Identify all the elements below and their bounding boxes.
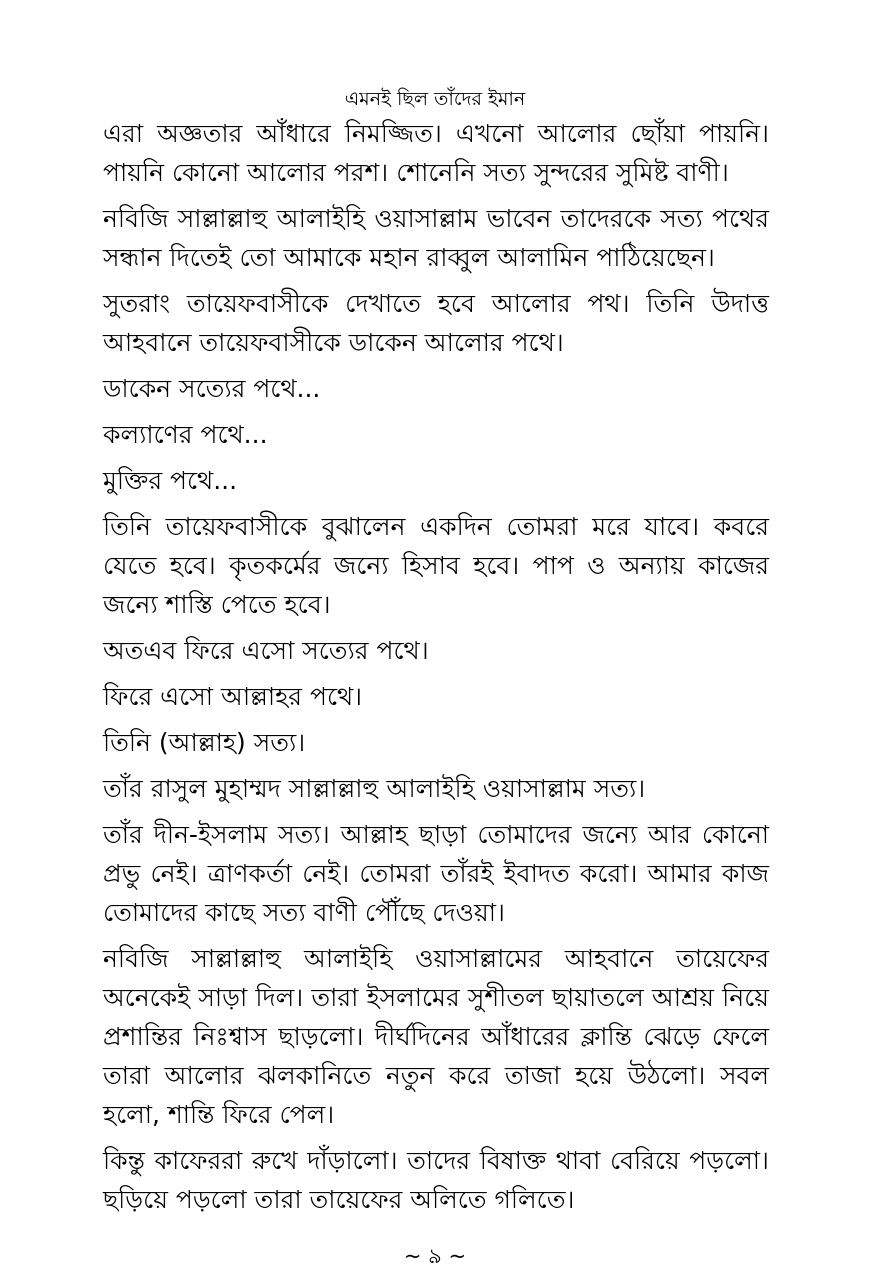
paragraph: কল্যাণের পথে... [103,420,268,449]
paragraph: নবিজি সাল্লাল্লাহু আলাইহি ওয়াসাল্লামের আহবানে তায়েফের অনেকেই সাড়া দিল। তারা ইসলামের সুশীতল ছায়াতলে আশ্রয় নিয়ে প্রশান্তির নিঃশ্বাস ছাড়লো। দীর্ঘদিনের আঁধারের ক্লান্তি ঝেড়ে ফেলে তারা আলোর ঝলকানিতে নতুন করে তাজা হয়ে উঠলো। সবল হলো, শান্তি ফিরে পেল। [103,944,769,1129]
paragraph: অতএব ফিরে এসো সত্যের পথে। [103,636,429,665]
paragraph: মুক্তির পথে... [103,466,238,495]
running-header: এমনই ছিল তাঁদের ইমান [344,88,526,110]
page-number: ~ ৯ ~ [403,1244,467,1268]
paragraph: ফিরে এসো আল্লাহর পথে। [103,682,363,711]
paragraph: তাঁর দীন-ইসলাম সত্য। আল্লাহ ছাড়া তোমাদের জন্যে আর কোনো প্রভু নেই। ত্রাণকর্তা নেই। তোমরা তাঁরই ইবাদত করো। আমার কাজ তোমাদের কাছে সত্য বাণী পৌঁছে দেওয়া। [103,820,769,927]
paragraph: তাঁর রাসুল মুহাম্মদ সাল্লাল্লাহু আলাইহি ওয়াসাল্লাম সত্য। [103,774,646,803]
paragraph: নবিজি সাল্লাল্লাহু আলাইহি ওয়াসাল্লাম ভাবেন তাদেরকে সত্য পথের সন্ধান দিতেই তো আমাকে মহান রাব্বুল আলামিন পাঠিয়েছেন। [103,204,769,272]
paragraph: তিনি তায়েফবাসীকে বুঝালেন একদিন তোমরা মরে যাবে। কবরে যেতে হবে। কৃতকর্মের জন্যে হিসাব হবে। পাপ ও অন্যায় কাজের জন্যে শাস্তি পেতে হবে। [103,512,769,619]
paragraph: সুতরাং তায়েফবাসীকে দেখাতে হবে আলোর পথ। তিনি উদাত্ত আহবানে তায়েফবাসীকে ডাকেন আলোর পথে। [103,289,769,357]
body-text [103,114,769,1226]
paragraph: ডাকেন সত্যের পথে... [103,374,321,403]
paragraph: এরা অজ্ঞতার আঁধারে নিমজ্জিত। এখনো আলোর ছোঁয়া পায়নি। পায়নি কোনো আলোর পরশ। শোনেনি সত্য সুন্দরের সুমিষ্ট বাণী। [103,119,769,187]
paragraph: তিনি (আল্লাহ) সত্য। [103,728,306,757]
paragraph: কিন্তু কাফেররা রুখে দাঁড়ালো। তাদের বিষাক্ত থাবা বেরিয়ে পড়লো। ছড়িয়ে পড়লো তারা তায়েফের অলিতে গলিতে। [103,1146,769,1214]
